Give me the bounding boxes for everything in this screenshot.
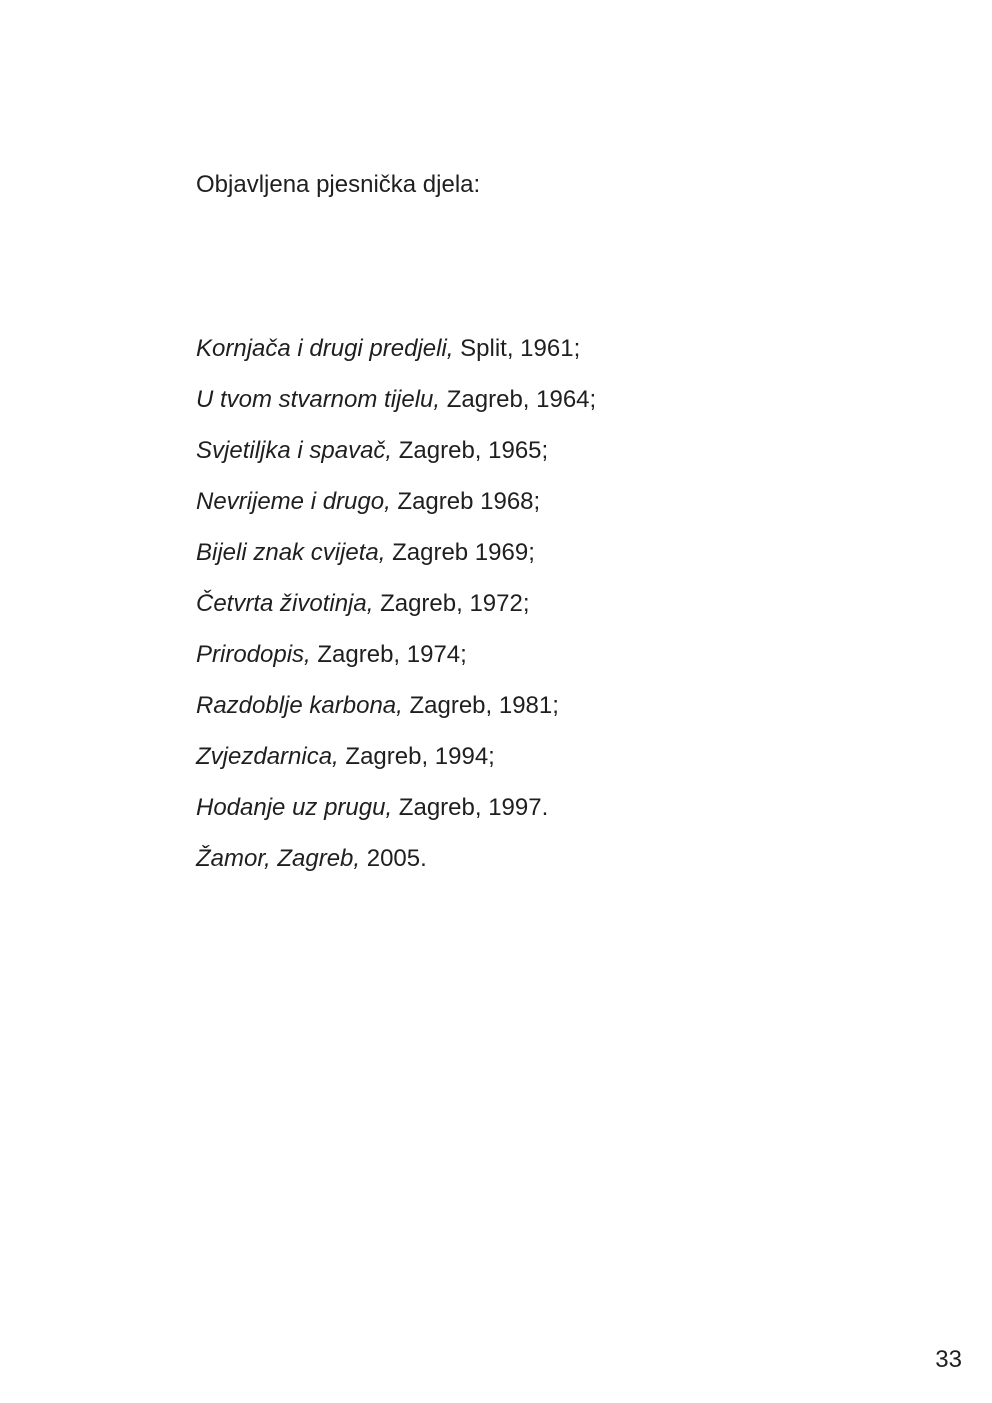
work-title: Nevrijeme i drugo, bbox=[196, 488, 391, 515]
work-publication: Zagreb 1968; bbox=[390, 488, 541, 515]
list-item bbox=[196, 385, 596, 436]
work-title: Žamor, Zagreb, bbox=[196, 845, 361, 872]
list-item bbox=[196, 742, 596, 793]
list-item bbox=[196, 538, 596, 589]
work-publication: Zagreb, 1974; bbox=[310, 641, 467, 668]
page-number: 33 bbox=[935, 1346, 962, 1373]
work-title: U tvom stvarnom tijelu, bbox=[196, 386, 441, 413]
list-item bbox=[196, 793, 596, 844]
page-heading: Objavljena pjesnička djela: bbox=[196, 171, 481, 198]
work-publication: Zagreb 1969; bbox=[385, 539, 535, 566]
work-title: Svjetiljka i spavač, bbox=[196, 437, 393, 464]
list-item bbox=[196, 691, 596, 742]
work-publication: 2005. bbox=[360, 845, 427, 872]
list-item bbox=[196, 844, 596, 895]
work-title: Kornjača i drugi predjeli, bbox=[196, 335, 454, 362]
work-title: Hodanje uz prugu, bbox=[196, 794, 393, 821]
work-publication: Zagreb, 1965; bbox=[392, 437, 549, 464]
work-title: Četvrta životinja, bbox=[196, 590, 374, 617]
work-title: Bijeli znak cvijeta, bbox=[196, 539, 386, 566]
list-item bbox=[196, 640, 596, 691]
work-publication: Zagreb, 1997. bbox=[392, 794, 549, 821]
work-publication: Zagreb, 1964; bbox=[440, 386, 597, 413]
list-item bbox=[196, 334, 596, 385]
work-publication: Zagreb, 1972; bbox=[373, 590, 530, 617]
works-list bbox=[196, 334, 596, 895]
list-item bbox=[196, 487, 596, 538]
list-item bbox=[196, 436, 596, 487]
work-title: Razdoblje karbona, bbox=[196, 692, 403, 719]
work-title: Zvjezdarnica, bbox=[196, 743, 339, 770]
work-publication: Split, 1961; bbox=[453, 335, 581, 362]
list-item bbox=[196, 589, 596, 640]
work-publication: Zagreb, 1981; bbox=[402, 692, 559, 719]
work-publication: Zagreb, 1994; bbox=[338, 743, 495, 770]
work-title: Prirodopis, bbox=[196, 641, 311, 668]
